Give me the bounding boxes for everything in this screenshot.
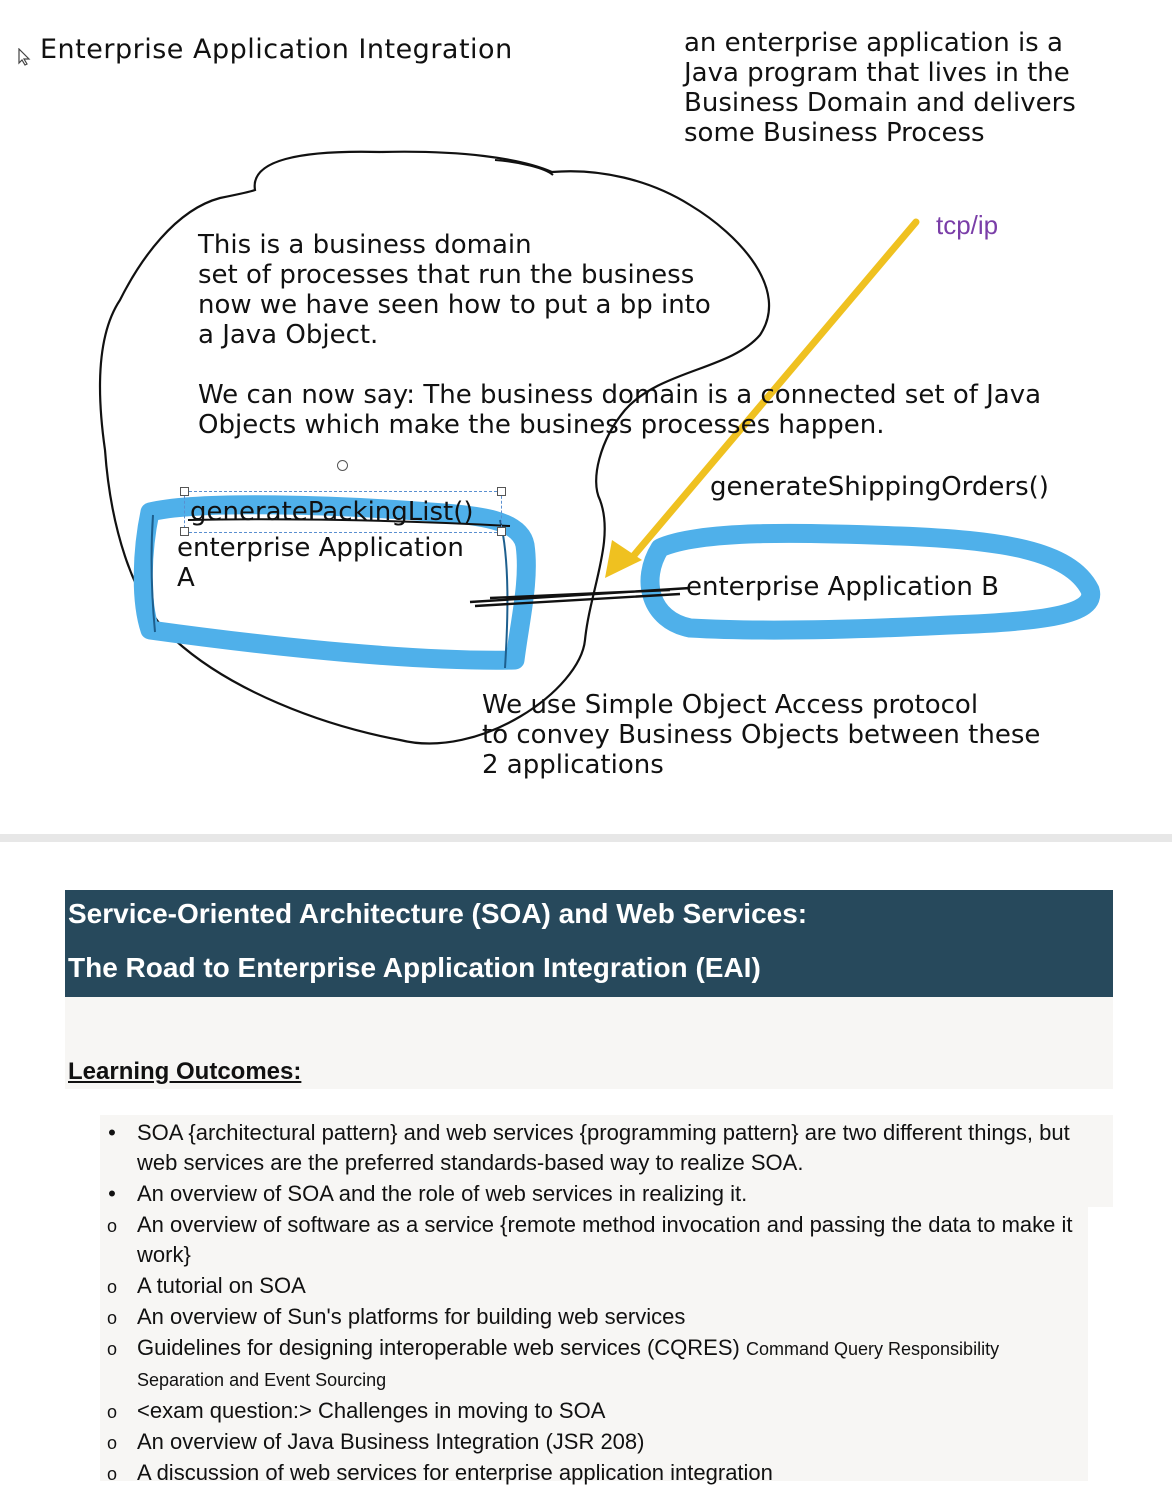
tcp-ip-label: tcp/ip (936, 210, 999, 240)
section-banner (65, 890, 1113, 997)
list-item: • An overview of SOA and the role of web services in realizing it. (0, 1179, 1087, 1209)
enterprise-app-definition: an enterprise application is a Java program that lives in the Business Domain and delivers some Business Process (684, 28, 1076, 148)
notes-title: Enterprise Application Integration (40, 34, 513, 65)
sub-bullet-icon (102, 1302, 122, 1333)
list-item: o <exam question:> Challenges in moving to SOA (0, 1396, 1087, 1426)
rotate-handle[interactable] (337, 460, 348, 471)
bullet-icon (102, 1118, 122, 1148)
resize-handle[interactable] (180, 487, 189, 496)
sub-bullet-icon (102, 1271, 122, 1302)
list-item: o Guidelines for designing interoperable web services (CQRES) Command Query Responsibility Separation and Event Sourcing (0, 1333, 1087, 1395)
generate-shipping-orders-label: generateShippingOrders() (710, 472, 1049, 502)
learning-outcomes-heading: Learning Outcomes: (68, 1058, 302, 1085)
list-item: o A tutorial on SOA (0, 1271, 1087, 1301)
soap-description: We use Simple Object Access protocol to convey Business Objects between these 2 applications (482, 690, 1041, 780)
list-item: o A discussion of web services for enterprise application integration (0, 1458, 1087, 1488)
list-item: o An overview of Java Business Integration (JSR 208) (0, 1427, 1087, 1457)
page-separator (0, 834, 1172, 842)
sub-bullet-icon (102, 1210, 122, 1241)
enterprise-app-b-label: enterprise Application B (686, 572, 999, 602)
list-item: o An overview of software as a service {remote method invocation and passing the data to make it work} (0, 1210, 1087, 1270)
sub-bullet-icon (102, 1458, 122, 1489)
sub-bullet-icon (102, 1333, 122, 1364)
bullet-icon (102, 1179, 122, 1209)
list-item: o An overview of Sun's platforms for building web services (0, 1302, 1087, 1332)
sub-bullet-icon (102, 1427, 122, 1458)
learning-outcomes-list (0, 1118, 1172, 1489)
business-domain-text: This is a business domain set of processes that run the business now we have seen how to put a bp into a Java Object. We can now say: The business domain is a connected set of Java Objects which make the business processes happen. (198, 230, 1042, 440)
cqres-note: Command Query Responsibility Separation and Event Sourcing (137, 1339, 1000, 1390)
mouse-cursor-icon (18, 48, 32, 66)
banner-title-line-1: Service-Oriented Architecture (SOA) and Web Services: (68, 898, 808, 929)
banner-title-line-2: The Road to Enterprise Application Integration (EAI) (68, 952, 761, 983)
sub-bullet-icon (102, 1396, 122, 1427)
list-item: • SOA {architectural pattern} and web services {programming pattern} are two different things, but web services are the preferred standards-based way to realize SOA. (0, 1118, 1087, 1178)
enterprise-app-a-label: enterprise Application A (177, 533, 464, 593)
resize-handle[interactable] (497, 487, 506, 496)
tcp-arrow-head (605, 540, 642, 578)
generate-packing-list-label[interactable]: generatePackingList() (190, 497, 474, 527)
